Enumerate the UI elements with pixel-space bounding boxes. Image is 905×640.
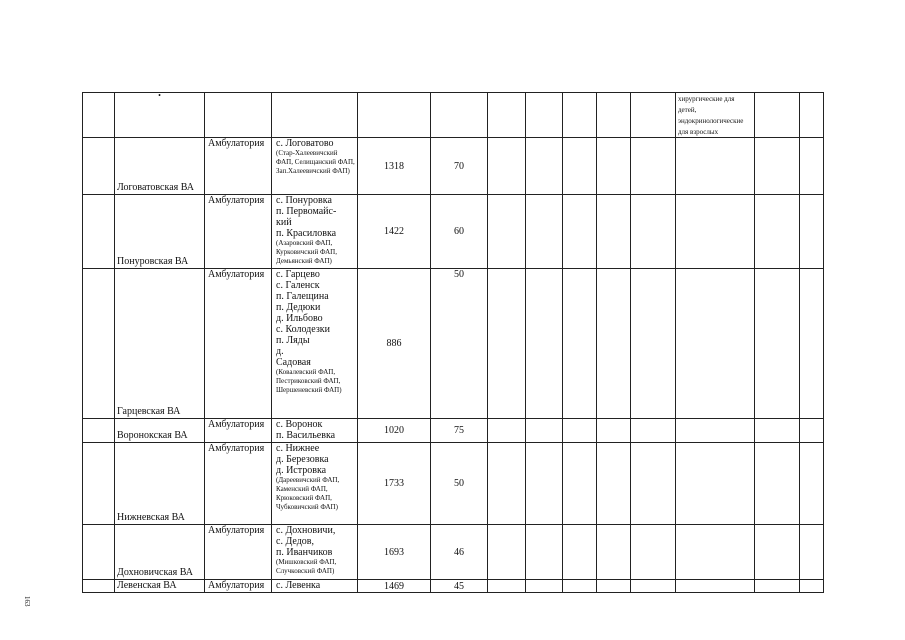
table-row <box>83 580 824 593</box>
served-locations: с. Левенка <box>272 580 358 593</box>
facility-type: Амбулатория <box>205 138 272 195</box>
facility-name: Воронокская ВА <box>115 419 205 443</box>
bullet-mark: • <box>158 92 161 100</box>
table-row <box>83 443 824 525</box>
served-locations: с. Понуровка п. Первомайс- кий п. Красиловка (Азаровский ФАП, Курковичский ФАП, Демьянский ФАП) <box>272 195 358 269</box>
facilities-table <box>82 92 824 593</box>
population-value: 1733 <box>358 443 431 525</box>
facility-type: Амбулатория <box>205 580 272 593</box>
facility-name: Левенская ВА <box>115 580 205 593</box>
facility-name: Понуровская ВА <box>115 195 205 269</box>
served-locations: с. Гарцево с. Галенск п. Галещина п. Дедюки д. Ильбово с. Колодезки п. Ляды д. Садовая (Ковалевский ФАП, Пестриковский ФАП, Шершеневский ФАП) <box>272 269 358 419</box>
facility-type: Амбулатория <box>205 443 272 525</box>
population-value: 1469 <box>358 580 431 593</box>
population-value: 1020 <box>358 419 431 443</box>
served-locations: с. Воронок п. Васильевка <box>272 419 358 443</box>
served-locations: с. Нижнее д. Березовка д. Истровка (Дареевичский ФАП, Каменский ФАП, Крюковский ФАП, Чубковичский ФАП) <box>272 443 358 525</box>
fap-note: (Ковалевский ФАП, Пестриковский ФАП, Шершеневский ФАП) <box>276 368 342 394</box>
visits-value: 60 <box>431 195 488 269</box>
visits-value: 70 <box>431 138 488 195</box>
table-row <box>83 419 824 443</box>
fap-note: (Стар-Халеевичский ФАП, Селищанский ФАП, Зап.Халеевичский ФАП) <box>276 149 355 175</box>
facility-type: Амбулатория <box>205 269 272 419</box>
facility-type: Амбулатория <box>205 525 272 580</box>
visits-value: 75 <box>431 419 488 443</box>
table-row <box>83 138 824 195</box>
population-value: 886 <box>358 269 431 419</box>
fap-note: (Дареевичский ФАП, Каменский ФАП, Крюковский ФАП, Чубковичский ФАП) <box>276 476 340 511</box>
population-value: 1693 <box>358 525 431 580</box>
page-number: 163 <box>23 596 31 607</box>
fap-note: (Азаровский ФАП, Курковичский ФАП, Демьянский ФАП) <box>276 239 337 265</box>
facility-type: Амбулатория <box>205 419 272 443</box>
facility-name: Логоватовская ВА <box>115 138 205 195</box>
visits-value: 50 <box>431 269 488 419</box>
visits-value: 45 <box>431 580 488 593</box>
specialty-note: хирургические для детей, эндокринологические для взрослых <box>678 95 744 136</box>
served-locations: с. Дохновичи, с. Дедов, п. Иванчиков (Мишковский ФАП, Случковский ФАП) <box>272 525 358 580</box>
table-row <box>83 269 824 419</box>
visits-value: 46 <box>431 525 488 580</box>
table-body <box>83 93 824 593</box>
table-row <box>83 525 824 580</box>
visits-value: 50 <box>431 443 488 525</box>
facility-type: Амбулатория <box>205 195 272 269</box>
facility-name: Нижневская ВА <box>115 443 205 525</box>
population-value: 1422 <box>358 195 431 269</box>
table-row <box>83 195 824 269</box>
facility-name: Гарцевская ВА <box>115 269 205 419</box>
table-row <box>83 93 824 138</box>
fap-note: (Мишковский ФАП, Случковский ФАП) <box>276 558 337 575</box>
served-locations: с. Логоватово (Стар-Халеевичский ФАП, Селищанский ФАП, Зап.Халеевичский ФАП) <box>272 138 358 195</box>
population-value: 1318 <box>358 138 431 195</box>
facility-name: Дохновичская ВА <box>115 525 205 580</box>
